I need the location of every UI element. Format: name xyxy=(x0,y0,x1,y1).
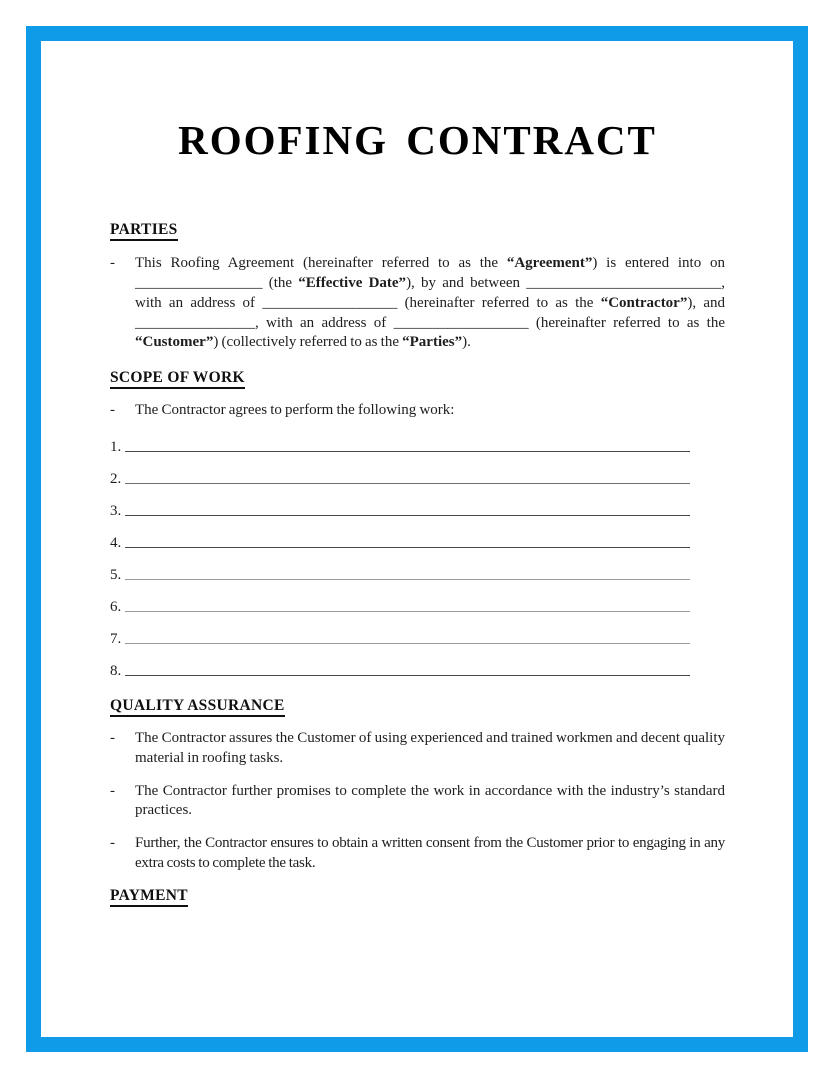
fill-in-blank-contractor-address: __________________ xyxy=(262,294,405,311)
work-line-row xyxy=(110,557,725,589)
quality-bullet xyxy=(110,782,725,822)
work-line-blank xyxy=(125,515,690,516)
quality-bullet xyxy=(110,729,725,769)
work-line-blank xyxy=(125,643,690,644)
customer-term: “Customer” xyxy=(135,334,214,351)
fill-in-blank-customer-address: __________________ xyxy=(393,314,536,331)
work-line-row xyxy=(110,461,725,493)
quality-bullet xyxy=(110,834,725,874)
fill-in-blank-contractor-name: __________________________, xyxy=(526,274,725,291)
work-line-blank xyxy=(125,483,690,484)
work-line-row xyxy=(110,493,725,525)
agreement-term: “Agreement” xyxy=(506,255,593,272)
quality-bullet-text: The Contractor assures the Customer of using experienced and trained workmen and decent quality material in roofing tasks. xyxy=(135,729,725,766)
section-heading-quality-assurance xyxy=(110,696,725,717)
parties-text-segment: ), and xyxy=(687,294,725,311)
page-border-frame xyxy=(26,26,808,1052)
work-items-list xyxy=(110,429,725,685)
work-line-blank xyxy=(125,611,690,612)
scope-intro xyxy=(110,401,725,421)
work-line-row xyxy=(110,653,725,685)
work-line-blank xyxy=(125,547,690,548)
fill-in-blank-effective-date: _________________ xyxy=(135,274,269,291)
work-line-number: 5. xyxy=(110,566,122,583)
fill-in-blank-customer-name: ________________, xyxy=(135,314,259,331)
parties-text-segment: (the xyxy=(268,274,299,291)
work-line-row xyxy=(110,429,725,461)
parties-text-segment: ) is entered into on xyxy=(592,255,725,272)
work-line-number: 3. xyxy=(110,502,122,519)
work-line-blank xyxy=(125,451,690,452)
parties-text-segment: (hereinafter referred to as the xyxy=(535,314,725,331)
contract-page xyxy=(41,117,793,907)
parties-text-segment: ). xyxy=(462,334,471,351)
work-line-row xyxy=(110,525,725,557)
work-line-row xyxy=(110,589,725,621)
bullet-dash: - xyxy=(110,782,115,799)
parties-text-segment: This Roofing Agreement (hereinafter referred to as the xyxy=(135,255,507,272)
work-line-row xyxy=(110,621,725,653)
work-line-number: 6. xyxy=(110,598,122,615)
work-line-number: 8. xyxy=(110,662,122,679)
parties-text-segment: ) (collectively referred to as the xyxy=(213,334,403,351)
payment-heading-text: PAYMENT xyxy=(110,886,188,907)
section-heading-payment xyxy=(110,886,725,907)
work-line-number: 1. xyxy=(110,438,122,455)
quality-heading-text: QUALITY ASSURANCE xyxy=(110,696,285,717)
work-line-number: 2. xyxy=(110,470,122,487)
section-heading-parties xyxy=(110,220,725,241)
effective-date-term: “Effective Date” xyxy=(298,274,407,291)
work-line-blank xyxy=(125,675,690,676)
parties-text-segment: ), by and between xyxy=(406,274,527,291)
parties-text-segment: with an address of xyxy=(258,314,394,331)
parties-text-segment: with an address of xyxy=(135,294,263,311)
parties-text-segment: (hereinafter referred to as the xyxy=(404,294,601,311)
section-heading-scope-of-work xyxy=(110,368,725,389)
parties-term: “Parties” xyxy=(402,334,463,351)
bullet-dash: - xyxy=(110,835,115,852)
parties-paragraph-text xyxy=(135,254,725,353)
bullet-dash: - xyxy=(110,729,115,746)
work-line-number: 7. xyxy=(110,630,122,647)
bullet-dash: - xyxy=(110,255,115,272)
work-line-blank xyxy=(125,579,690,580)
parties-heading-text: PARTIES xyxy=(110,220,178,241)
work-line-number: 4. xyxy=(110,534,122,551)
contractor-term: “Contractor” xyxy=(600,294,688,311)
quality-bullet-text: The Contractor further promises to complete the work in accordance with the industry’s standard practices. xyxy=(135,782,725,819)
scope-heading-text: SCOPE OF WORK xyxy=(110,368,245,389)
document-title: ROOFING CONTRACT xyxy=(178,117,657,163)
parties-paragraph xyxy=(110,254,725,353)
bullet-dash: - xyxy=(110,402,115,419)
quality-bullet-text: Further, the Contractor ensures to obtain a written consent from the Customer prior to engaging in any extra costs to complete the task. xyxy=(135,835,725,871)
scope-intro-text: The Contractor agrees to perform the following work: xyxy=(135,402,455,419)
